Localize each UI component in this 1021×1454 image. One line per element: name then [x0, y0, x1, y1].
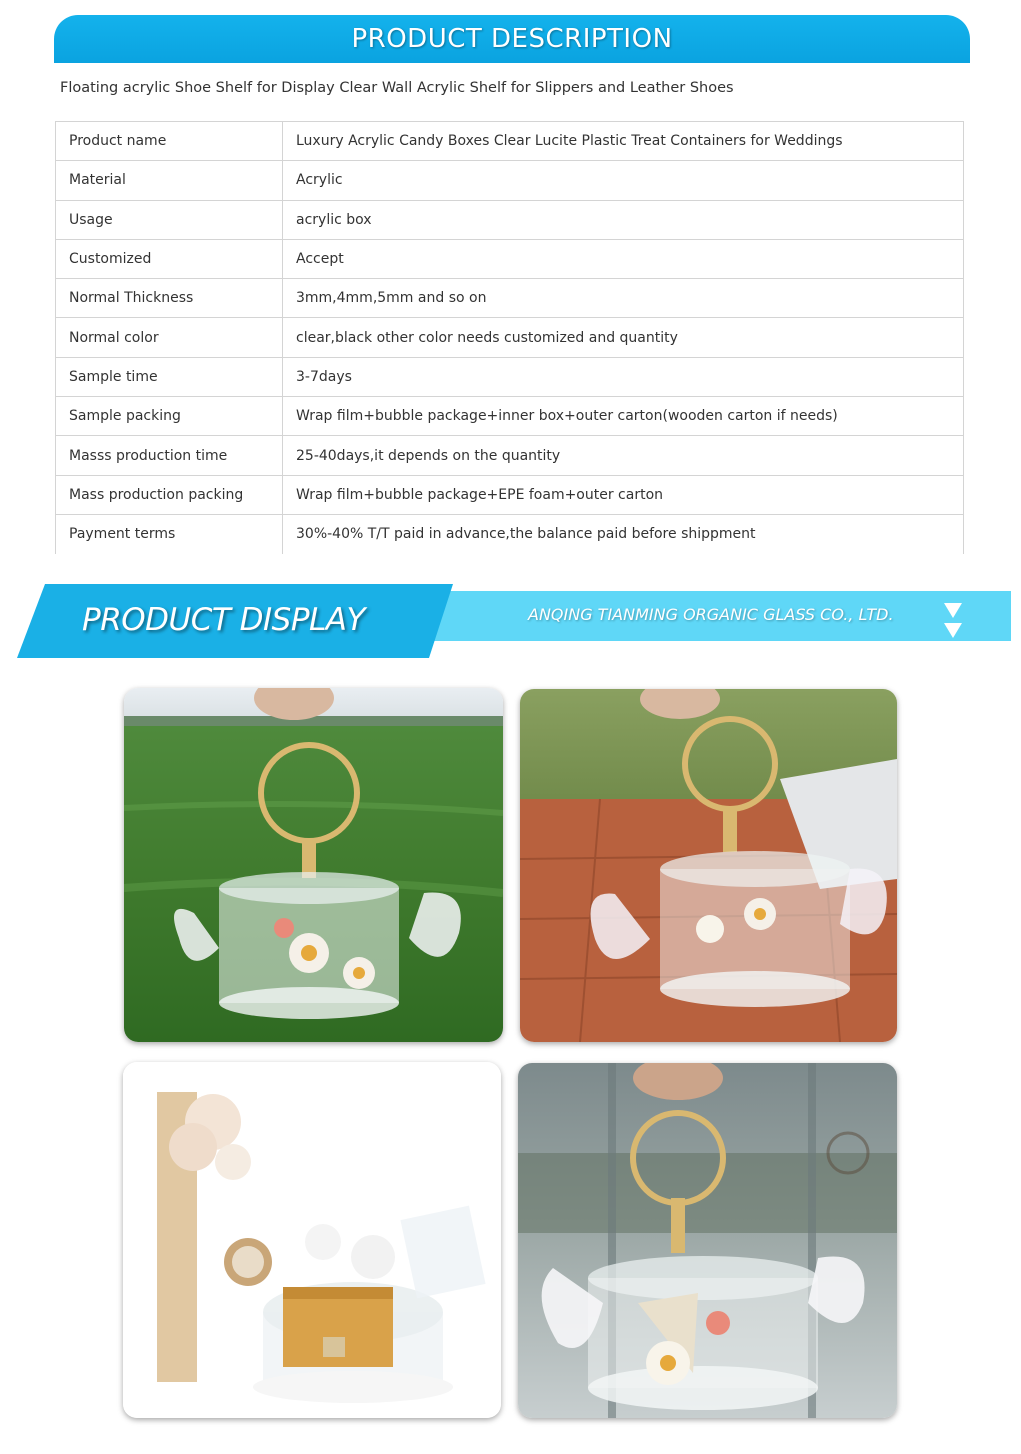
spec-value: Wrap film+bubble package+inner box+outer carton(wooden carton if needs) [283, 397, 964, 436]
spec-value: 30%-40% T/T paid in advance,the balance paid before shippment [283, 514, 964, 553]
spec-key: Material [56, 161, 283, 200]
spec-value: 3-7days [283, 357, 964, 396]
table-row [56, 239, 964, 278]
spec-value: 25-40days,it depends on the quantity [283, 436, 964, 475]
table-row [56, 397, 964, 436]
product-photo-window [518, 1063, 897, 1418]
spec-key: Sample time [56, 357, 283, 396]
table-row [56, 514, 964, 553]
table-row [56, 318, 964, 357]
spec-key: Mass production packing [56, 475, 283, 514]
spec-value: Accept [283, 239, 964, 278]
product-subtitle: Floating acrylic Shoe Shelf for Display Clear Wall Acrylic Shelf for Slippers and Leather Shoes [60, 80, 734, 96]
product-photo-brick [520, 689, 897, 1042]
spec-value: acrylic box [283, 200, 964, 239]
spec-value: Luxury Acrylic Candy Boxes Clear Lucite Plastic Treat Containers for Weddings [283, 122, 964, 161]
spec-key: Normal color [56, 318, 283, 357]
table-row [56, 279, 964, 318]
spec-key: Normal Thickness [56, 279, 283, 318]
table-row [56, 436, 964, 475]
spec-key: Usage [56, 200, 283, 239]
product-description-header [54, 15, 970, 63]
table-row [56, 200, 964, 239]
double-chevron-down-icon [942, 601, 964, 641]
table-row [56, 122, 964, 161]
spec-value: 3mm,4mm,5mm and so on [283, 279, 964, 318]
spec-key: Customized [56, 239, 283, 278]
product-photo-white [123, 1062, 501, 1418]
spec-value: clear,black other color needs customized and quantity [283, 318, 964, 357]
product-photo-field [124, 688, 503, 1042]
spec-key: Masss production time [56, 436, 283, 475]
product-description-title: PRODUCT DESCRIPTION [351, 24, 673, 54]
table-row [56, 357, 964, 396]
table-row [56, 475, 964, 514]
table-row [56, 161, 964, 200]
product-display-title: PRODUCT DISPLAY [82, 602, 365, 638]
spec-value: Wrap film+bubble package+EPE foam+outer carton [283, 475, 964, 514]
product-display-band [10, 584, 1011, 658]
company-name: ANQING TIANMING ORGANIC GLASS CO., LTD. [528, 605, 894, 624]
spec-value: Acrylic [283, 161, 964, 200]
spec-key: Sample packing [56, 397, 283, 436]
spec-table [55, 121, 964, 554]
spec-key: Product name [56, 122, 283, 161]
spec-key: Payment terms [56, 514, 283, 553]
